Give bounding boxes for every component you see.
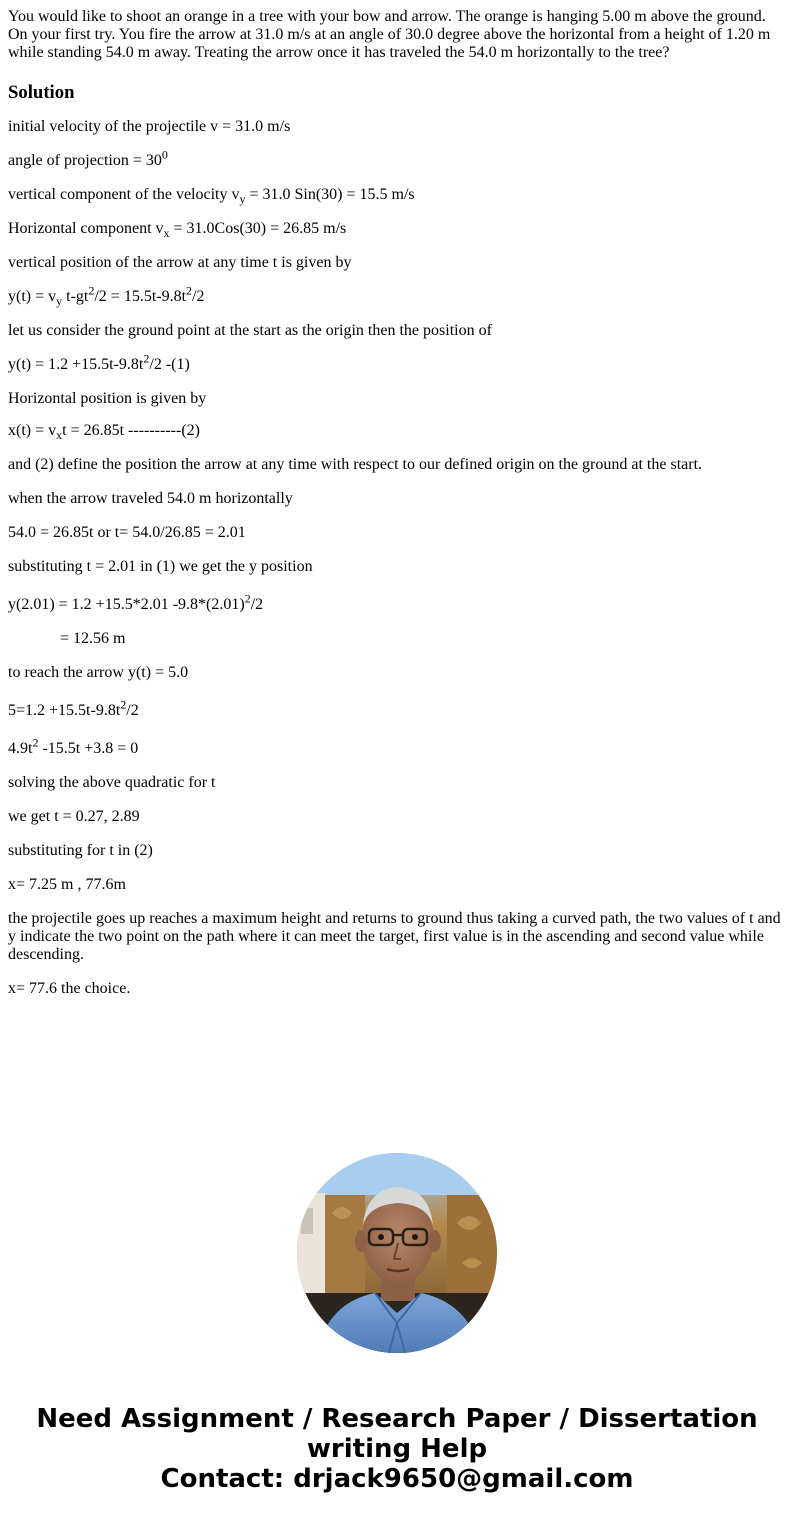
solution-line: solving the above quadratic for t (8, 774, 216, 791)
equation-line: $4.9t^2$ -15.5t +3.8 = 0 (8, 735, 139, 757)
solution-line: when the arrow traveled 54.0 m horizontally (8, 490, 293, 507)
solution-line: initial velocity of the projectile v = 31.0 m/s (8, 118, 291, 135)
document-body (8, 8, 786, 1014)
explanation-paragraph: the projectile goes up reaches a maximum height and returns to ground thus taking a curved path, the two values of t and y indicate the two point on the path where it can meet the target, first value is in the ascending and second value while descending. (8, 910, 781, 963)
equation-line: y(2.01) = 1.2 +15.5*2.01 $-9.8*(2.01)^2/2$ (8, 591, 264, 613)
equation-line: $5=1.2 +15.5t-9.8t^2/2$ (8, 697, 139, 719)
footer-banner (0, 1404, 794, 1494)
footer-contact: Contact: drjack9650@gmail.com (160, 1464, 634, 1494)
equation-line: $y(t) = 1.2 +15.5t-9.8t^2/2$ -(1) (8, 351, 190, 373)
solution-line: vertical position of the arrow at any time t is given by (8, 254, 352, 271)
avatar (297, 1153, 497, 1353)
equation-line: $y(t) = v_y$ $t-gt^2/2 = 15.5t-9.8t^2/2$ (8, 283, 205, 309)
result-line: = 12.56 m (60, 630, 126, 647)
solution-line: x= 7.25 m , 77.6m (8, 876, 126, 893)
solution-line: vertical component of the velocity $v_y = 31.0$ Sin(30) = 15.5 m/s (8, 186, 415, 207)
footer-line: Need Assignment / Research Paper / Dissertation (36, 1404, 758, 1434)
solution-line: substituting for t in (2) (8, 842, 153, 859)
solution-line: substituting t = 2.01 in (1) we get the y position (8, 558, 313, 575)
solution-line: Horizontal component $v_x = 31.0Cos(30) = 26.85$ m/s (8, 220, 347, 241)
solution-line: and (2) define the position the arrow at any time with respect to our defined origin on the ground at the start. (8, 456, 703, 473)
solution-heading: Solution (8, 82, 75, 103)
solution-line: Horizontal position is given by (8, 390, 207, 407)
equation-line: $x(t) = v_xt = 26.85t$ ----------(2) (8, 422, 200, 443)
tutor-portrait-icon (297, 1153, 497, 1353)
solution-line: we get t = 0.27, 2.89 (8, 808, 140, 825)
footer-line: writing Help (306, 1434, 488, 1464)
solution-line: to reach the arrow y(t) = 5.0 (8, 664, 189, 681)
solution-body (8, 118, 786, 998)
question-text: You would like to shoot an orange in a tree with your bow and arrow. The orange is hanging 5.00 m above the ground. On your first try. You fire the arrow at 31.0 m/s at an angle of 30.0 degree above the horizontal from a height of 1.20 m while standing 54.0 m away. Treating the arrow once it has traveled the 54.0 m horizontally to the tree? (8, 8, 771, 61)
solution-line: 54.0 = 26.85t or t= 54.0/26.85 = 2.01 (8, 524, 246, 541)
final-answer: x= 77.6 the choice. (8, 980, 131, 997)
solution-line: angle of projection = $30^0$ (8, 147, 168, 169)
solution-line: let us consider the ground point at the start as the origin then the position of (8, 322, 492, 339)
